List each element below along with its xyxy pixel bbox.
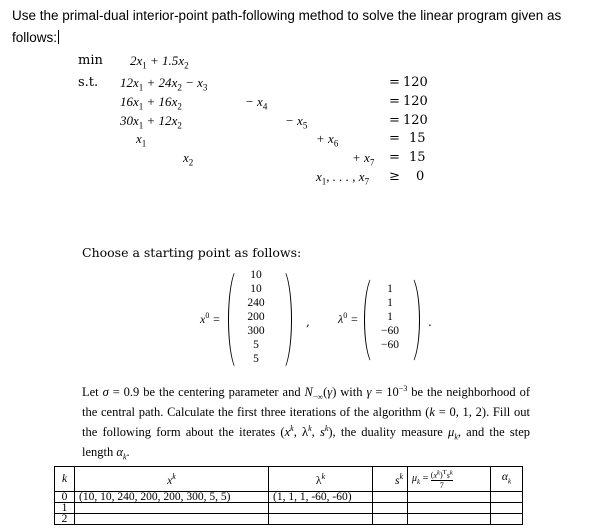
x0-entry: 5 [253, 353, 259, 365]
cell-mu[interactable] [408, 492, 491, 503]
instructions-paragraph: Let σ = 0.9 be the centering parameter and $N_{-\infty}(\gamma)$ with $\gamma = 10^{-3}$ be the neighborhood of the central path. Calculate the first three iterations of the algorithm (k = 0, 1, 2). Fill out the following form about the iterates ($x^k$, $\lambda^k$, $s^k$), the duality measure $\mu_k$, and the step length $\alpha_k$. [82, 384, 530, 462]
cell-x[interactable] [75, 514, 269, 525]
nonneg-vars: $x_1$, . . . , $x_7$ [316, 169, 370, 187]
constraint-2-lhs: $16x_1 + 16x_2$ [120, 94, 182, 112]
cell-mu[interactable] [408, 503, 491, 514]
x0-entry: 10 [250, 283, 262, 295]
intro-text: Use the primal-dual interior-point path-following method to solve the linear program given as follows: [12, 8, 562, 45]
table-row [55, 503, 523, 514]
rhs-4: 15 [409, 131, 426, 146]
rel-6: ≥ [389, 169, 400, 184]
x0-entry: 300 [247, 325, 265, 337]
lambda0-vector [370, 283, 410, 353]
rel-1: = [389, 75, 400, 90]
table-header-row [55, 467, 523, 492]
rhs-2: 120 [403, 94, 428, 109]
rhs-6: 0 [416, 169, 425, 184]
cell-alpha[interactable] [491, 492, 523, 503]
objective: $2x_1 + 1.5x_2$ [130, 53, 189, 71]
cell-x: (10, 10, 240, 200, 200, 300, 5, 5) [75, 492, 269, 503]
x0-entry: 5 [253, 339, 259, 351]
table-row [55, 514, 523, 525]
cell-alpha[interactable] [491, 503, 523, 514]
rel-2: = [389, 94, 400, 109]
lambda0-entry: 1 [387, 297, 393, 309]
lambda0-label: $\lambda^0$ = [338, 311, 359, 326]
cell-lambda: (1, 1, 1, -60, -60) [269, 492, 373, 503]
cell-x[interactable] [75, 503, 269, 514]
header-k: k [55, 467, 75, 492]
start-instruction: Choose a starting point as follows: [82, 245, 302, 260]
constraint-4-x6: + $x_6$ [316, 131, 339, 149]
x0-vector [236, 269, 276, 367]
rel-3: = [389, 113, 400, 128]
constraint-3-slack: − $x_5$ [285, 113, 308, 131]
lambda0-entry: 1 [387, 311, 393, 323]
cell-k: 1 [55, 503, 75, 514]
constraint-2-slack: − $x_4$ [245, 94, 268, 112]
lambda0-entry: 1 [387, 283, 393, 295]
table-row [55, 492, 523, 503]
x0-entry: 10 [250, 269, 262, 281]
cell-k: 0 [55, 492, 75, 503]
period: . [428, 315, 432, 329]
iterations-table [54, 466, 523, 525]
cell-alpha[interactable] [491, 514, 523, 525]
rhs-3: 120 [403, 113, 428, 128]
header-sk: $s^k$ [373, 467, 408, 492]
comma-separator: , [306, 315, 310, 329]
constraint-5-x2: $x_2$ [183, 150, 194, 168]
x0-entry: 240 [247, 297, 265, 309]
header-xk: $x^k$ [75, 467, 269, 492]
cell-s[interactable] [373, 503, 408, 514]
problem-intro [12, 5, 582, 49]
lambda0-entry: −60 [381, 325, 399, 337]
x0-entry: 200 [247, 311, 265, 323]
text-cursor [58, 30, 59, 44]
min-label: min [78, 53, 103, 68]
header-muk: $\mu_k$ = $(x^k)^Ts^k$ 7 [408, 467, 491, 492]
lambda0-entry: −60 [381, 339, 399, 351]
x0-label: $x^0$ = [200, 311, 221, 326]
rel-5: = [389, 150, 400, 165]
cell-s[interactable] [373, 514, 408, 525]
constraint-3-lhs: $30x_1 + 12x_2$ [120, 113, 182, 131]
cell-lambda[interactable] [269, 503, 373, 514]
constraint-1-lhs: $12x_1 + 24x_2 - x_3$ [120, 75, 208, 93]
constraint-5-x7: + $x_7$ [352, 150, 375, 168]
st-label: s.t. [78, 75, 99, 90]
cell-k: 2 [55, 514, 75, 525]
rel-4: = [389, 131, 400, 146]
header-alphak: $\alpha_k$ [491, 467, 523, 492]
cell-mu[interactable] [408, 514, 491, 525]
rhs-5: 15 [409, 150, 426, 165]
constraint-4-x1: $x_1$ [136, 131, 147, 149]
rhs-1: 120 [403, 75, 428, 90]
cell-lambda[interactable] [269, 514, 373, 525]
cell-s[interactable] [373, 492, 408, 503]
header-lambdak: $\lambda^k$ [269, 467, 373, 492]
